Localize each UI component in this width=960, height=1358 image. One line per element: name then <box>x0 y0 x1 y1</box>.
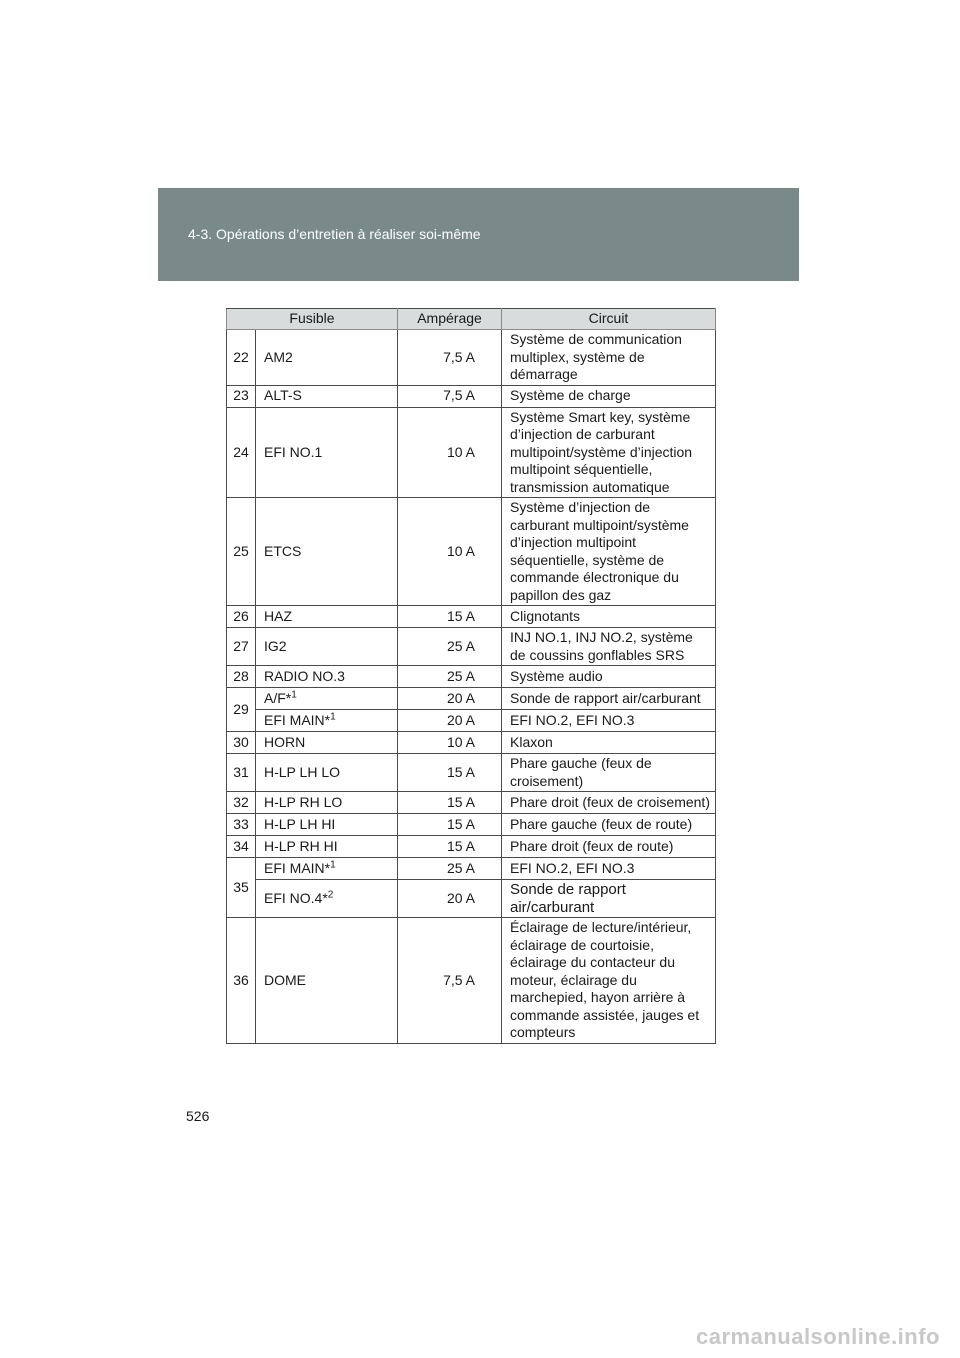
fuse-name: EFI NO.1 <box>256 407 398 498</box>
fuse-number: 30 <box>227 732 256 754</box>
table-row <box>227 385 716 407</box>
fuse-number: 27 <box>227 628 256 666</box>
table-header-row <box>227 309 716 330</box>
table-row <box>227 710 716 732</box>
column-header-circuit: Circuit <box>502 309 716 330</box>
footnote-marker: 2 <box>327 889 334 901</box>
fuse-circuit: Sonde de rapport air/carburant <box>502 880 716 918</box>
fuse-number: 32 <box>227 792 256 814</box>
table-row <box>227 666 716 688</box>
footnote-marker: 1 <box>330 859 336 871</box>
fuse-name: DOME <box>256 918 398 1044</box>
fuse-number: 33 <box>227 814 256 836</box>
fuse-number: 23 <box>227 385 256 407</box>
table-row <box>227 814 716 836</box>
fuse-amperage: 10 A <box>398 407 502 498</box>
column-header-fuse: Fusible <box>227 309 398 330</box>
section-header-bar <box>158 188 799 281</box>
table-row <box>227 858 716 880</box>
fuse-amperage: 15 A <box>398 836 502 858</box>
footnote-marker: 1 <box>291 689 297 701</box>
fuse-number: 22 <box>227 330 256 386</box>
fuse-circuit: Éclairage de lecture/intérieur, éclairage de courtoisie, éclairage du contacteur du moteur, éclairage du marchepied, hayon arrière à commande assistée, jauges et compteurs <box>502 918 716 1044</box>
section-title: 4-3. Opérations d’entretien à réaliser soi-même <box>188 226 481 242</box>
fuse-amperage: 25 A <box>398 858 502 880</box>
table-row <box>227 754 716 792</box>
fuse-name: IG2 <box>256 628 398 666</box>
fuse-amperage: 7,5 A <box>398 385 502 407</box>
fuse-amperage: 20 A <box>398 710 502 732</box>
table-row <box>227 880 716 918</box>
fuse-circuit: Phare droit (feux de route) <box>502 836 716 858</box>
fuse-number: 29 <box>227 688 256 732</box>
table-row <box>227 836 716 858</box>
fuse-name: HORN <box>256 732 398 754</box>
fuse-name: H-LP RH LO <box>256 792 398 814</box>
fuse-amperage: 15 A <box>398 606 502 628</box>
fuse-amperage: 15 A <box>398 814 502 836</box>
fuse-amperage: 20 A <box>398 688 502 710</box>
table-row <box>227 498 716 606</box>
table-row <box>227 407 716 498</box>
fuse-circuit: EFI NO.2, EFI NO.3 <box>502 858 716 880</box>
fuse-number: 28 <box>227 666 256 688</box>
fuse-amperage: 25 A <box>398 628 502 666</box>
fuse-circuit: Système de charge <box>502 385 716 407</box>
fuse-name: EFI NO.4*$^2$ <box>256 880 398 918</box>
fuse-amperage: 7,5 A <box>398 918 502 1044</box>
fuse-circuit: Sonde de rapport air/carburant <box>502 688 716 710</box>
fuse-name: EFI MAIN*$^1$ <box>256 710 398 732</box>
fuse-name: EFI MAIN*$^1$ <box>256 858 398 880</box>
table-row <box>227 628 716 666</box>
fuse-name: H-LP LH HI <box>256 814 398 836</box>
fuse-amperage: 7,5 A <box>398 330 502 386</box>
fuse-amperage: 25 A <box>398 666 502 688</box>
table-row <box>227 918 716 1044</box>
table-row <box>227 606 716 628</box>
fuse-circuit: INJ NO.1, INJ NO.2, système de coussins gonflables SRS <box>502 628 716 666</box>
fuse-circuit: Klaxon <box>502 732 716 754</box>
fuse-circuit: Système d’injection de carburant multipoint/système d’injection multipoint séquentielle, système de commande électronique du papillon des gaz <box>502 498 716 606</box>
fuse-circuit: Phare gauche (feux de route) <box>502 814 716 836</box>
fuse-name: AM2 <box>256 330 398 386</box>
fuse-number: 36 <box>227 918 256 1044</box>
fuse-number: 25 <box>227 498 256 606</box>
fuse-name: HAZ <box>256 606 398 628</box>
fuse-name: A/F*$^1$ <box>256 688 398 710</box>
fuse-number: 35 <box>227 858 256 918</box>
fuse-circuit: Phare droit (feux de croisement) <box>502 792 716 814</box>
fuse-name: H-LP LH LO <box>256 754 398 792</box>
fuse-table <box>226 308 716 1044</box>
fuse-circuit: EFI NO.2, EFI NO.3 <box>502 710 716 732</box>
table-row <box>227 732 716 754</box>
fuse-amperage: 10 A <box>398 732 502 754</box>
watermark-text: carmanualsonline.info <box>696 1324 940 1349</box>
page-number: 526 <box>186 1108 210 1124</box>
fuse-amperage: 15 A <box>398 792 502 814</box>
column-header-amperage: Ampérage <box>398 309 502 330</box>
fuse-name: H-LP RH HI <box>256 836 398 858</box>
footnote-marker: 1 <box>330 711 336 723</box>
fuse-name: RADIO NO.3 <box>256 666 398 688</box>
fuse-amperage: 20 A <box>398 880 502 918</box>
fuse-number: 34 <box>227 836 256 858</box>
fuse-number: 31 <box>227 754 256 792</box>
fuse-circuit: Clignotants <box>502 606 716 628</box>
table-row <box>227 688 716 710</box>
fuse-circuit: Système Smart key, système d’injection de carburant multipoint/système d’injection multipoint séquentielle, transmission automatique <box>502 407 716 498</box>
fuse-number: 26 <box>227 606 256 628</box>
table-row <box>227 792 716 814</box>
table-row <box>227 330 716 386</box>
fuse-number: 24 <box>227 407 256 498</box>
fuse-amperage: 10 A <box>398 498 502 606</box>
fuse-circuit: Système de communication multiplex, système de démarrage <box>502 330 716 386</box>
fuse-name: ETCS <box>256 498 398 606</box>
fuse-amperage: 15 A <box>398 754 502 792</box>
fuse-circuit: Système audio <box>502 666 716 688</box>
fuse-name: ALT-S <box>256 385 398 407</box>
fuse-circuit: Phare gauche (feux de croisement) <box>502 754 716 792</box>
